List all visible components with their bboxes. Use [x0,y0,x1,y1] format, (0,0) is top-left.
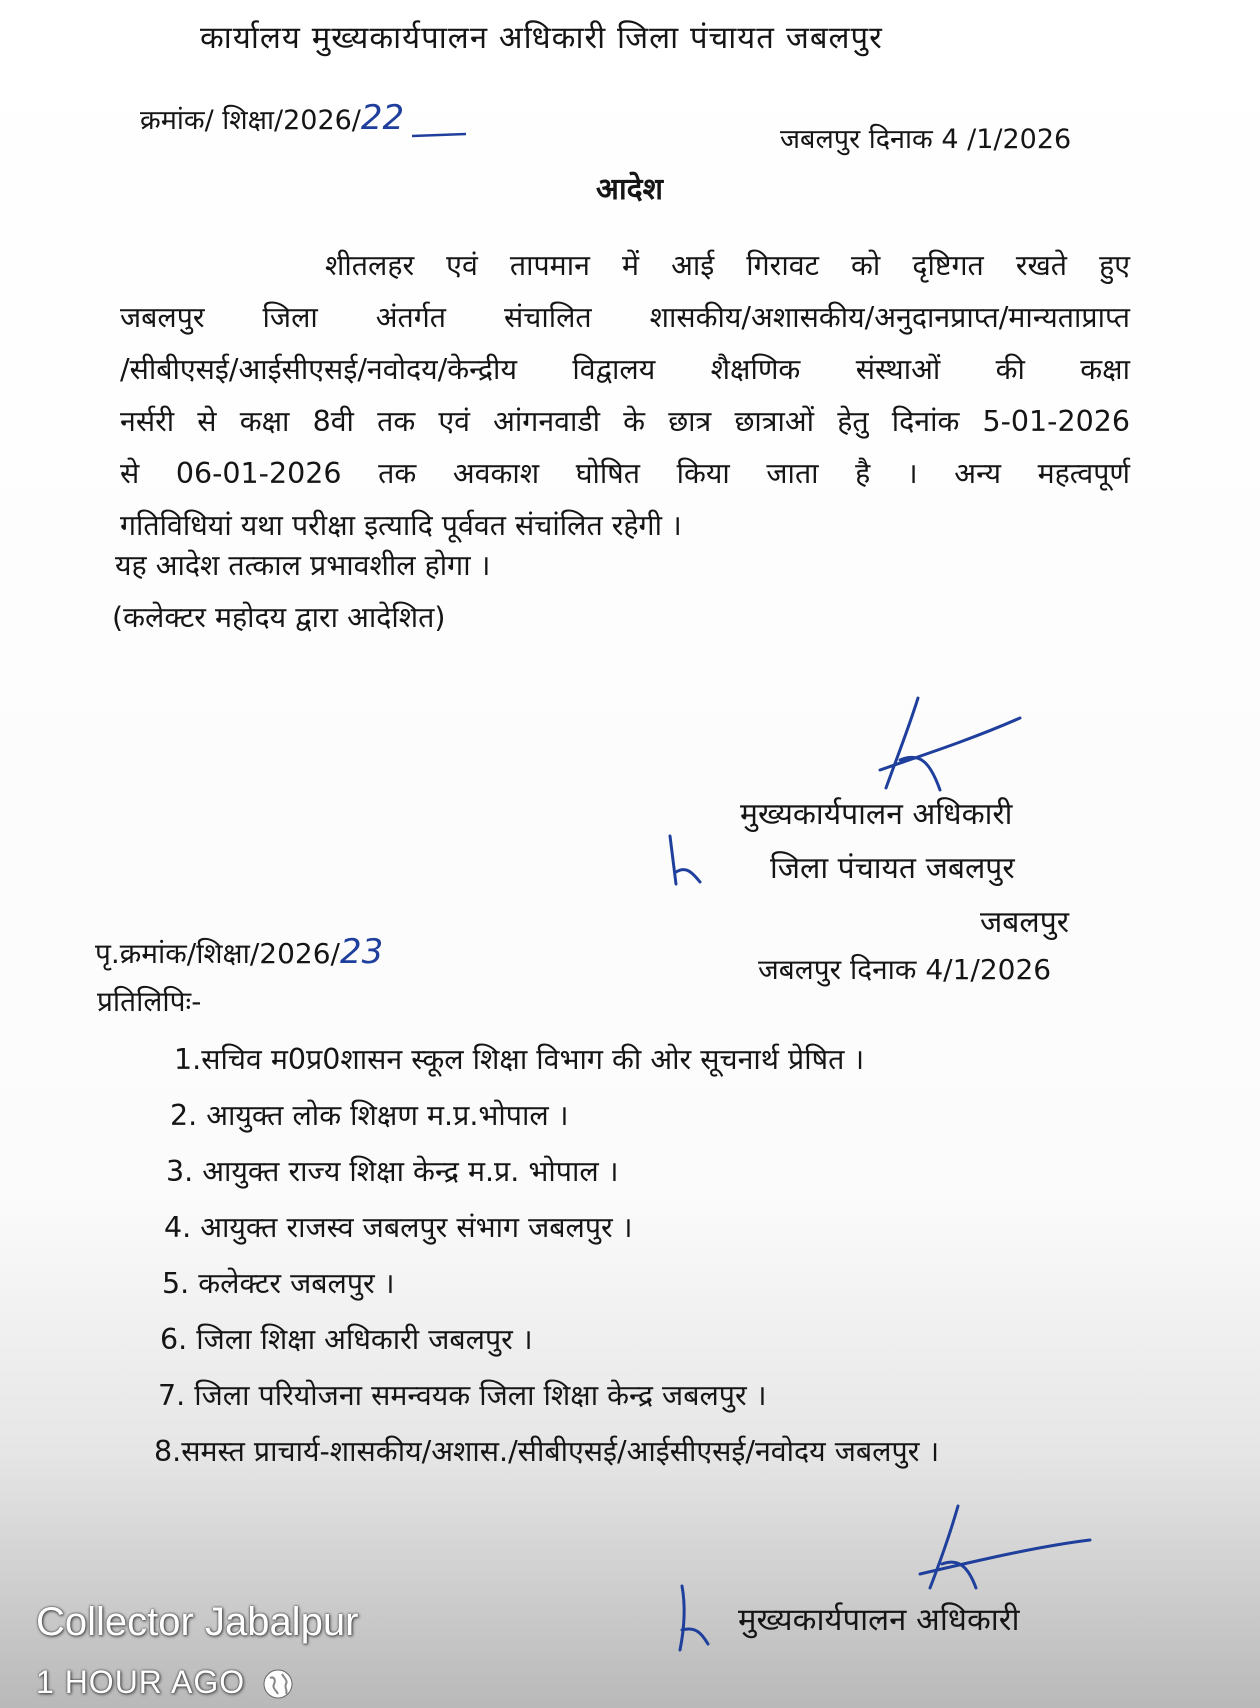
signature-mark [900,1500,1100,1600]
signatory-designation: मुख्यकार्यपालन अधिकारी [740,797,1013,832]
list-item: 7. जिला परियोजना समन्वयक जिला शिक्षा केन्द्र जबलपुर । [158,1379,767,1412]
copy-ref-number: 23 [340,932,384,972]
body-line: शीतलहर एवं तापमान में आई गिरावट को दृष्टिगत रखते हुए [325,249,1130,282]
document-title: आदेश [596,172,663,207]
list-item: 8.समस्त प्राचार्य-शासकीय/अशास./सीबीएसई/आईसीएसई/नवोदय जबलपुर । [154,1435,940,1468]
order-reference [140,100,404,139]
body-line: से 06-01-2026 तक अवकाश घोषित किया जाता है । अन्य महत्वपूर्ण [120,457,1130,490]
copy-date: जबलपुर दिनाक 4/1/2026 [758,953,1052,986]
initials-mark [672,1580,722,1660]
copies-heading: प्रतिलिपिः- [97,985,202,1018]
underline-mark [410,130,470,140]
by-order-line: (कलेक्टर महोदय द्वारा आदेशित) [112,601,446,634]
body-line: /सीबीएसई/आईसीएसई/नवोदय/केन्द्रीय विद्वालय शैक्षणिक संस्थाओं की कक्षा [120,353,1130,386]
list-item: 5. कलेक्टर जबलपुर । [162,1267,395,1300]
office-heading: कार्यालय मुख्यकार्यपालन अधिकारी जिला पंचायत जबलपुर [200,20,883,56]
signatory-place: जबलपुर [980,905,1070,940]
body-line: जबलपुर जिला अंतर्गत संचालित शासकीय/अशासकीय/अनुदानप्राप्त/मान्यताप्राप्त [120,301,1130,334]
list-item: 2. आयुक्त लोक शिक्षण म.प्र.भोपाल । [170,1099,569,1132]
order-ref-number: 22 [360,98,405,138]
list-item: 6. जिला शिक्षा अधिकारी जबलपुर । [160,1323,533,1356]
body-line: गतिविधियां यथा परीक्षा इत्यादि पूर्ववत संचांलित रहेगी । [120,509,682,542]
list-item: 1.सचिव म0प्र0शासन स्कूल शिक्षा विभाग की ओर सूचनार्थ प्रेषित । [174,1043,865,1076]
footer-signatory: मुख्यकार्यपालन अधिकारी [738,1602,1020,1638]
body-line: नर्सरी से कक्षा 8वी तक एवं आंगनवाडी के छात्र छात्राओं हेतु दिनांक 5-01-2026 [120,405,1130,438]
signatory-office: जिला पंचायत जबलपुर [770,851,1015,886]
order-date: जबलपुर दिनाक 4 /1/2026 [780,124,1072,155]
copy-reference [95,934,383,972]
copy-ref-prefix: पृ.क्रमांक/शिक्षा/2026/ [95,937,340,970]
signatory-block [740,788,1069,950]
list-item: 4. आयुक्त राजस्व जबलपुर संभाग जबलपुर । [164,1211,633,1244]
source-name[interactable]: Collector Jabalpur [36,1600,359,1644]
order-ref-prefix: क्रमांक/ शिक्षा/2026/ [140,105,361,136]
signature-mark [860,690,1030,800]
order-body [120,240,1130,552]
post-timestamp: 1 HOUR AGO [36,1664,246,1700]
list-item: 3. आयुक्त राज्य शिक्षा केन्द्र म.प्र. भोपाल । [166,1155,619,1188]
globe-icon [262,1668,294,1700]
effect-line: यह आदेश तत्काल प्रभावशील होगा । [115,549,491,582]
initials-mark [664,832,714,892]
